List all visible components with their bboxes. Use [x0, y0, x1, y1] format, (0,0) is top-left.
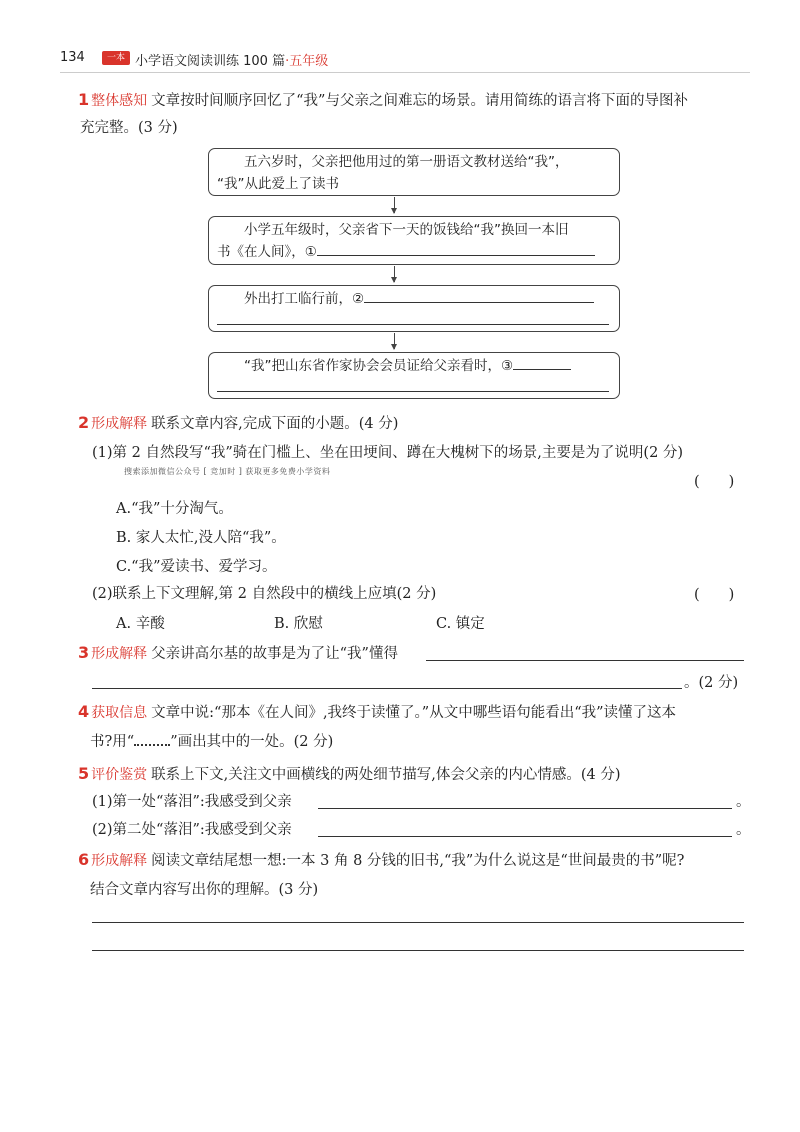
q3-text: 父亲讲高尔基的故事是为了让“我”懂得 [151, 646, 398, 662]
wavy-underline-mark [134, 734, 170, 746]
blank-3b[interactable] [217, 377, 609, 392]
q6-number: 6 [78, 850, 90, 869]
blank-2a[interactable] [364, 288, 594, 303]
box4-line2-wrap [217, 377, 611, 399]
arrow-3 [394, 333, 395, 349]
q2-tag: 形成解释 [91, 416, 148, 432]
series-title [135, 50, 328, 69]
q6-text1: 阅读文章结尾想一想:一本 3 角 8 分钱的旧书,“我”为什么说这是“世间最贵的书”呢? [151, 853, 685, 869]
q5-sub2: (2)第二处“落泪”:我感受到父亲 [92, 822, 292, 838]
q2-2-option-a[interactable]: A. 辛酸 [116, 616, 165, 632]
arrow-2 [394, 266, 395, 282]
question-4 [78, 700, 750, 753]
box1-line1: 五六岁时，父亲把他用过的第一册语文教材送给“我”， [244, 154, 569, 170]
q6-line1 [78, 848, 758, 873]
mindmap-box-1 [208, 148, 620, 196]
q4-tag: 获取信息 [91, 705, 148, 721]
mindmap-box-4 [208, 352, 620, 399]
q2-text: 联系文章内容,完成下面的小题。(4 分) [151, 416, 399, 432]
q4-text1: 文章中说:“那本《在人间》,我终于读懂了。”从文中哪些语句能看出“我”读懂了这本 [151, 705, 677, 721]
watermark-text: 搜索添加微信公众号 [ 竞加时 ] 获取更多免费小学资料 [124, 467, 331, 476]
question-1 [78, 88, 750, 139]
answer-paren-1[interactable]: ( ) [694, 474, 735, 490]
q5-answer-line-1[interactable] [318, 808, 732, 809]
q6-text2: 结合文章内容写出你的理解。(3 分) [90, 881, 319, 898]
q2-option-c[interactable]: C.“我”爱读书、爱学习。 [116, 559, 277, 575]
q6-tag: 形成解释 [91, 853, 148, 869]
q1-text1: 文章按时间顺序回忆了“我”与父亲之间难忘的场景。请用简练的语言将下面的导图补 [151, 93, 688, 109]
q4-number: 4 [78, 702, 90, 721]
q5-number: 5 [78, 764, 90, 783]
q3-number: 3 [78, 643, 90, 662]
q4-text2a: 书?用“ [90, 733, 135, 750]
q2-option-a[interactable]: A.“我”十分淘气。 [116, 501, 233, 517]
blank-2b[interactable] [217, 310, 609, 325]
series-logo: 一本 [102, 51, 130, 65]
q5-sub1: (1)第一处“落泪”:我感受到父亲 [92, 794, 292, 810]
question-5 [78, 762, 750, 787]
arrow-1 [394, 197, 395, 213]
q1-number: 1 [78, 90, 90, 109]
q5-answer-line-2[interactable] [318, 836, 732, 837]
box4-line1: “我”把山东省作家协会会员证给父亲看时，③ [244, 358, 514, 374]
box4-line1-wrap [217, 355, 611, 377]
box2-line2: 书《在人间》，① [217, 244, 317, 260]
mindmap-box-3 [208, 285, 620, 332]
q2-sub2: (2)联系上下文理解,第 2 自然段中的横线上应填(2 分) [92, 586, 437, 602]
series-name: 小学语文阅读训练 100 篇 [135, 54, 286, 69]
q4-text2b: ”画出其中的一处。(2 分) [170, 733, 334, 750]
q2-2-option-c[interactable]: C. 镇定 [436, 616, 485, 632]
answer-paren-2[interactable]: ( ) [694, 587, 735, 603]
q6-answer-line-1[interactable] [92, 922, 744, 923]
box3-line1-wrap [217, 288, 611, 310]
box2-line2-wrap [217, 241, 611, 263]
q2-number: 2 [78, 413, 90, 432]
q1-tag: 整体感知 [91, 93, 148, 109]
page-number: 134 [60, 50, 85, 65]
q5-tag: 评价鉴赏 [91, 767, 148, 783]
q6-answer-line-2[interactable] [92, 950, 744, 951]
header-divider [60, 72, 750, 73]
question-3 [78, 641, 398, 666]
q5-period-2: 。 [736, 822, 751, 838]
q4-line1 [78, 700, 750, 725]
header-dot: · [285, 54, 290, 69]
q3-answer-line-2[interactable] [92, 688, 682, 689]
q3-end: 。(2 分) [684, 675, 739, 691]
box3-line1: 外出打工临行前，② [244, 291, 365, 307]
blank-1[interactable] [317, 241, 595, 256]
q2-option-b[interactable]: B. 家人太忙,没人陪“我”。 [116, 530, 286, 546]
q4-line2 [78, 731, 750, 753]
box1-line2: “我”从此爱上了读书 [217, 176, 339, 192]
blank-3a[interactable] [513, 355, 571, 370]
question-2 [78, 411, 750, 436]
q2-sub1: (1)第 2 自然段写“我”骑在门槛上、坐在田埂间、蹲在大槐树下的场景,主要是为了说明(2 分) [92, 445, 684, 461]
q3-answer-line-1[interactable] [426, 660, 744, 661]
q3-tag: 形成解释 [91, 646, 148, 662]
mindmap-box-2 [208, 216, 620, 265]
box3-line2-wrap [217, 310, 611, 332]
grade-label: 五年级 [289, 54, 329, 69]
q5-text: 联系上下文,关注文中画横线的两处细节描写,体会父亲的内心情感。(4 分) [151, 767, 621, 783]
q1-text2: 充完整。(3 分) [80, 119, 178, 136]
question-6 [78, 848, 758, 901]
q5-period-1: 。 [736, 794, 751, 810]
q1-line1 [78, 88, 750, 113]
box2-line1: 小学五年级时，父亲省下一天的饭钱给“我”换回一本旧 [244, 222, 569, 238]
q2-2-option-b[interactable]: B. 欣慰 [274, 616, 323, 632]
